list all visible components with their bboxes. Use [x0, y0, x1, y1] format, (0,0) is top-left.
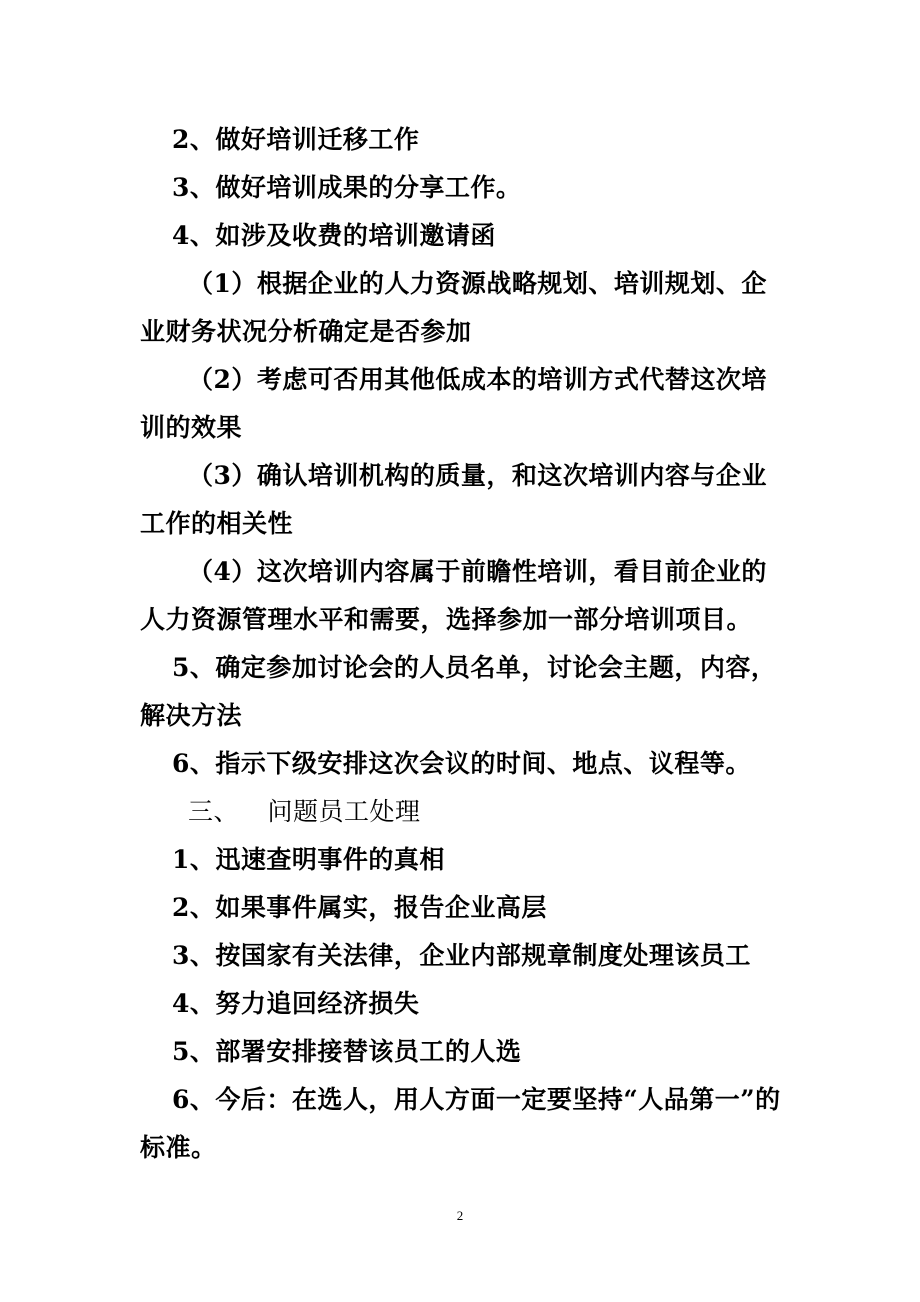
- paragraph-item-2-transfer: 2、做好培训迁移工作: [172, 125, 420, 154]
- document-body: [140, 116, 785, 1172]
- paragraph-problem-item-2: 2、如果事件属实，报告企业高层: [172, 893, 547, 922]
- section-heading: 三、 问题员工处理: [188, 797, 421, 826]
- paragraph-problem-item-1: 1、迅速查明事件的真相: [172, 845, 445, 874]
- paragraph-item-6-arrangement: 6、指示下级安排这次会议的时间、地点、议程等。: [172, 749, 751, 778]
- paragraph-item-5-meeting: 5、确定参加讨论会的人员名单，讨论会主题，内容，解决方法: [140, 653, 777, 730]
- paragraph-problem-item-4: 4、努力追回经济损失: [172, 989, 420, 1018]
- paragraph-subitem-4: （4）这次培训内容属于前瞻性培训，看目前企业的人力资源管理水平和需要，选择参加一部分培训项目。: [140, 557, 767, 634]
- paragraph-problem-item-5: 5、部署安排接替该员工的人选: [172, 1037, 522, 1066]
- page-number: 2: [456, 1208, 464, 1223]
- paragraph-item-4-invitation: 4、如涉及收费的培训邀请函: [172, 221, 496, 250]
- paragraph-item-3-sharing: 3、做好培训成果的分享工作。: [172, 173, 522, 202]
- paragraph-problem-item-6: 6、今后：在选人，用人方面一定要坚持“人品第一”的标准。: [140, 1085, 781, 1162]
- paragraph-subitem-1: （1）根据企业的人力资源战略规划、培训规划、企业财务状况分析确定是否参加: [140, 269, 767, 346]
- paragraph-subitem-3: （3）确认培训机构的质量，和这次培训内容与企业工作的相关性: [140, 461, 767, 538]
- paragraph-subitem-2: （2）考虑可否用其他低成本的培训方式代替这次培训的效果: [140, 365, 767, 442]
- paragraph-problem-item-3: 3、按国家有关法律，企业内部规章制度处理该员工: [172, 941, 751, 970]
